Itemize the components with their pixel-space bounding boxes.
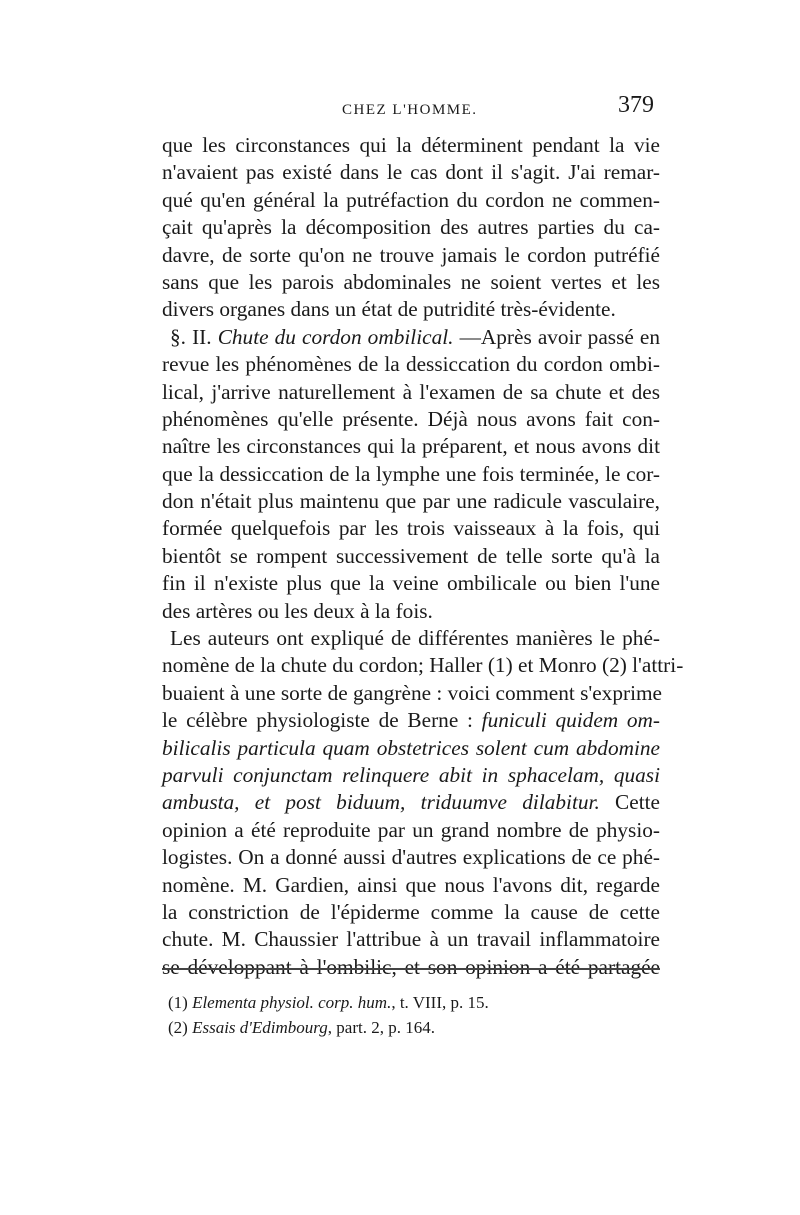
text-line: opinion a été reproduite par un grand nombre de physio- [162, 817, 660, 842]
latin-quote-fragment: parvuli conjunctam relinquere abit in sphacelam, quasi [162, 762, 660, 787]
text-line: n'avaient pas existé dans le cas dont il s'agit. J'ai remar- [162, 160, 660, 185]
section-title: Chute du cordon ombilical. [217, 324, 454, 349]
text-line: çait qu'après la décomposition des autres parties du ca- [162, 215, 660, 240]
section-heading-line [162, 324, 660, 351]
footnote-title: Essais d'Edimbourg [192, 1018, 328, 1037]
footnote-rule [162, 968, 660, 970]
text-line: sans que les parois abdominales ne soient vertes et les [162, 269, 660, 294]
latin-quote-fragment: funiculi quidem om- [481, 708, 661, 733]
page-header [162, 92, 662, 132]
text-line: phénomènes qu'elle présente. Déjà nous avons fait con- [162, 406, 660, 431]
text-line: naître les circonstances qui la préparent, et nous avons dit [162, 434, 660, 459]
text-line: fin il n'existe plus que la veine ombilicale ou bien l'une [162, 571, 660, 596]
text-line: nomène de la chute du cordon; Haller (1) et Monro (2) l'attri- [162, 653, 684, 678]
text-line: la constriction de l'épiderme comme la cause de cette [162, 899, 660, 924]
text-fragment: Cette [615, 790, 660, 815]
text-line: lical, j'arrive naturellement à l'examen de sa chute et des [162, 379, 660, 404]
latin-quote-line [162, 762, 660, 789]
footnotes [168, 990, 648, 1040]
section-mark: §. II. [170, 324, 212, 349]
text-line: Les auteurs ont expliqué de différentes manières le phé- [170, 626, 660, 651]
text-line-mixed [162, 707, 660, 734]
text-line: revue les phénomènes de la dessiccation du cordon ombi- [162, 352, 660, 377]
text-line: logistes. On a donné aussi d'autres explications de ce phé- [162, 845, 660, 870]
text-line: divers organes dans un état de putridité très-évidente. [162, 297, 616, 322]
text-line-mixed [162, 789, 660, 816]
footnote-2 [168, 1015, 648, 1040]
page-number: 379 [618, 92, 654, 118]
text-line: formée quelquefois par les trois vaisseaux à la fois, qui [162, 516, 660, 541]
footnote-ref: , part. 2, p. 164. [327, 1018, 435, 1037]
text-line: des artères ou les deux à la fois. [162, 598, 433, 623]
footnote-number: (1) [168, 993, 188, 1012]
footnote-ref: , t. VIII, p. 15. [391, 993, 489, 1012]
latin-quote-fragment: bilicalis particula quam obstetrices solent cum abdomine [162, 735, 660, 760]
text-line: nomène. M. Gardien, ainsi que nous l'avons dit, regarde [162, 872, 660, 897]
text-fragment: le célèbre physiologiste de Berne : [162, 708, 473, 733]
footnote-number: (2) [168, 1018, 188, 1037]
footnote-1 [168, 990, 648, 1015]
latin-quote-fragment: ambusta, et post biduum, triduumve dilabitur. [162, 790, 600, 815]
text-line: buaient à une sorte de gangrène : voici comment s'exprime [162, 680, 662, 705]
latin-quote-line [162, 735, 660, 762]
section-first-line-rest: —Après avoir passé en [459, 324, 661, 349]
footnote-title: Elementa physiol. corp. hum. [192, 993, 392, 1012]
body-text [162, 132, 684, 981]
text-line: que la dessiccation de la lymphe une fois terminée, le cor- [162, 461, 660, 486]
text-line: don n'était plus maintenu que par une radicule vasculaire, [162, 489, 660, 514]
text-line: que les circonstances qui la déterminent pendant la vie [162, 133, 660, 157]
running-head: CHEZ L'HOMME. [342, 102, 478, 118]
text-line: davre, de sorte qu'on ne trouve jamais le cordon putréfié [162, 242, 660, 267]
text-line: bientôt se rompent successivement de telle sorte qu'à la [162, 543, 660, 568]
text-line: qué qu'en général la putréfaction du cordon ne commen- [162, 187, 660, 212]
text-line: chute. M. Chaussier l'attribue à un travail inflammatoire [162, 927, 660, 952]
text-line: se développant à l'ombilic, et son opinion a été partagée [162, 954, 660, 979]
